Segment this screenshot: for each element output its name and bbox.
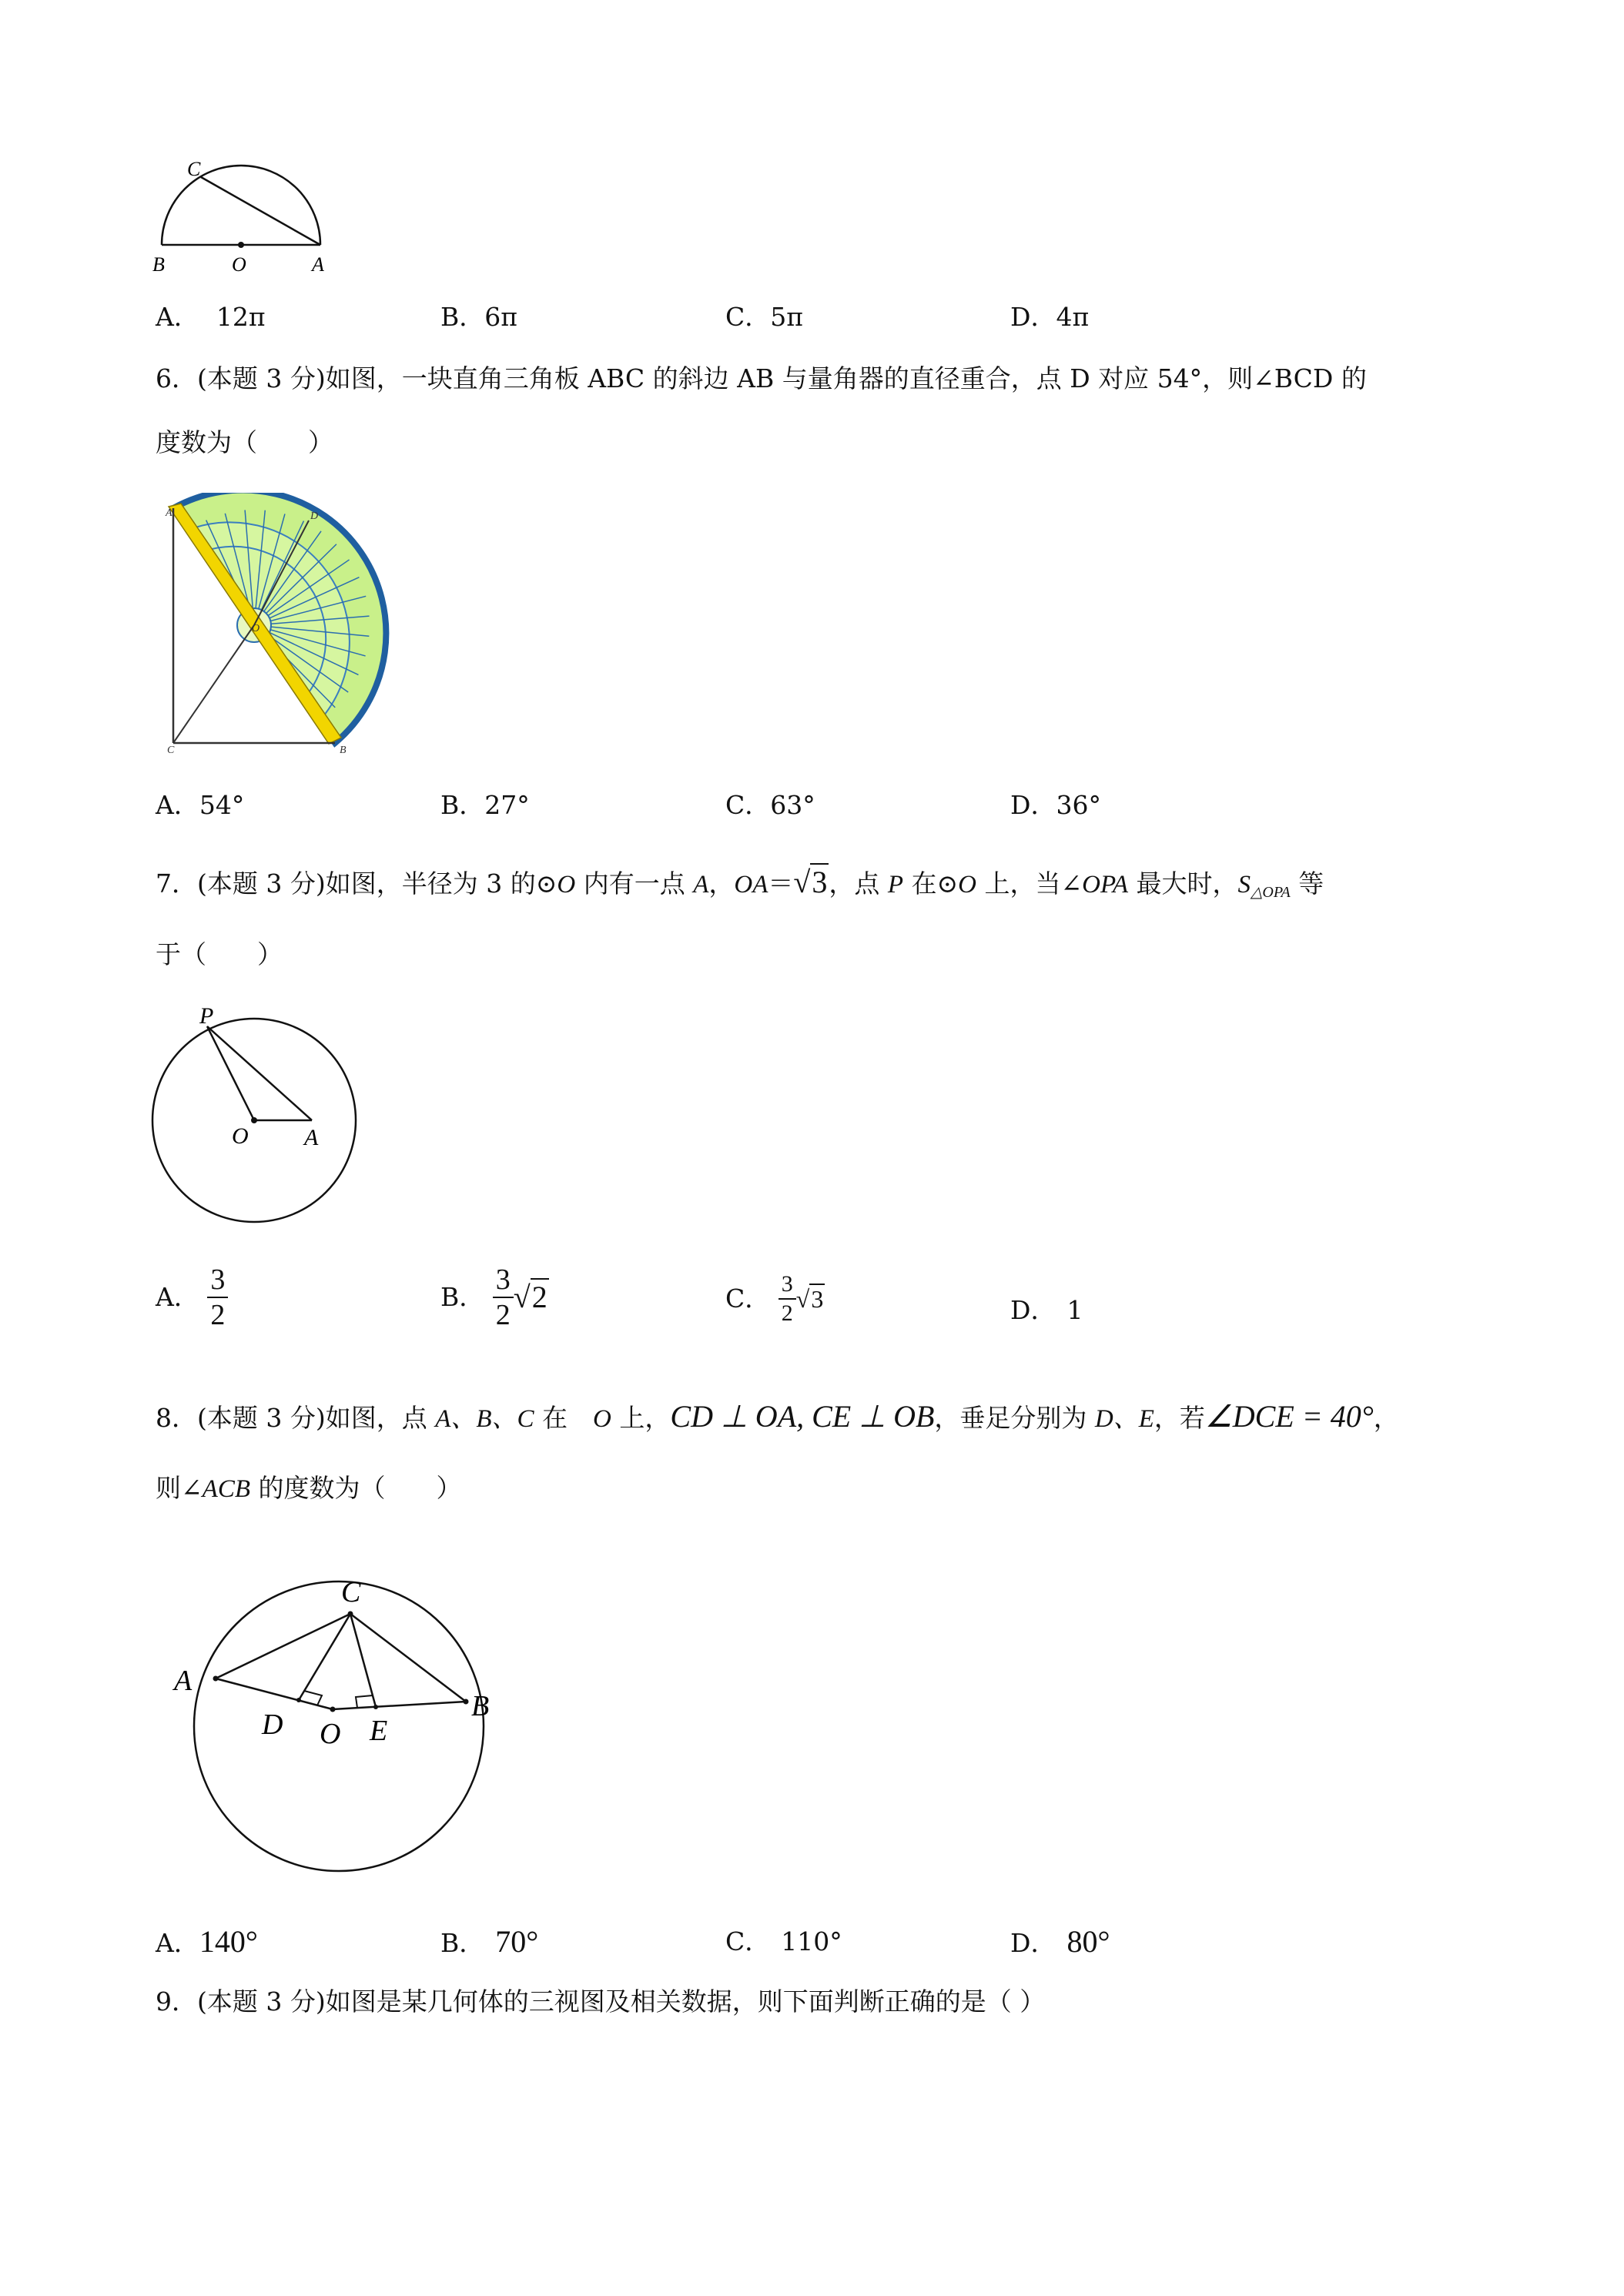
q6-option-b: B．27°	[440, 790, 530, 820]
svg-text:C: C	[167, 745, 175, 756]
svg-text:C: C	[341, 1576, 361, 1608]
q8-option-a: A．140°	[156, 1924, 258, 1959]
q8-stem-line2: 则∠ACB 的度数为（ ）	[156, 1473, 462, 1503]
q7-option-d: D． 1	[1010, 1295, 1083, 1325]
q5-label-o: O	[232, 253, 246, 276]
q5-option-d: D．4π	[1010, 302, 1090, 332]
svg-text:A: A	[174, 1665, 193, 1697]
svg-text:A: A	[304, 1125, 319, 1150]
svg-text:D: D	[262, 1709, 283, 1741]
q7-option-c: C． $\frac{3}{2}$ √3	[725, 1271, 824, 1326]
q5-label-b: B	[152, 253, 165, 276]
q9-stem-line1: 9．(本题 3 分)如图是某几何体的三视图及相关数据，则下面判断正确的是（ ）	[156, 1986, 1046, 2017]
q7-stem-line2: 于（ ）	[156, 939, 283, 969]
svg-text:A: A	[166, 507, 172, 519]
svg-text:O: O	[232, 1123, 249, 1149]
q7-option-b: B． $\frac{3}{2}$ √2	[440, 1263, 547, 1331]
q8-stem-line1: 8．(本题 3 分)如图，点 A、B、C 在 O 上，CD ⊥ OA, CE ⊥ OB，垂足分别为 D、E，若∠DCE = 40°，	[156, 1399, 1399, 1434]
q5-figure	[150, 154, 343, 285]
q7-option-a: A． $\frac{3}{2}$	[156, 1263, 228, 1332]
svg-text:O: O	[252, 623, 260, 634]
svg-text:D: D	[310, 510, 319, 522]
q6-stem-line1: 6．(本题 3 分)如图，一块直角三角板 ABC 的斜边 AB 与量角器的直径重合，点 D 对应 54°，则∠BCD 的	[156, 363, 1367, 393]
q5-option-a: A． 12π	[156, 302, 266, 332]
q5-option-b: B．6π	[440, 302, 517, 332]
q5-label-c: C	[187, 158, 201, 180]
q7-figure	[150, 997, 366, 1228]
q6-option-a: A．54°	[156, 790, 245, 820]
q8-option-b: B． 70°	[440, 1924, 539, 1959]
q8-figure	[154, 1548, 508, 1879]
q8-option-c: C． 110°	[725, 1926, 842, 1956]
svg-text:B: B	[471, 1690, 490, 1722]
q8-option-d: D． 80°	[1010, 1924, 1110, 1959]
svg-text:P: P	[199, 1003, 214, 1029]
q6-stem-line2: 度数为（ ）	[156, 427, 333, 457]
svg-text:O: O	[320, 1718, 341, 1750]
q6-option-d: D．36°	[1010, 790, 1101, 820]
q6-option-c: C．63°	[725, 790, 815, 820]
svg-text:E: E	[370, 1715, 388, 1747]
q6-figure	[158, 493, 412, 758]
q7-stem-line1: 7．(本题 3 分)如图，半径为 3 的⊙O 内有一点 A，OA＝√3，点 P 在⊙O 上，当∠OPA 最大时，S△OPA 等	[156, 865, 1324, 901]
q5-option-c: C．5π	[725, 302, 803, 332]
q5-label-a: A	[312, 253, 324, 276]
svg-text:B: B	[340, 745, 347, 756]
